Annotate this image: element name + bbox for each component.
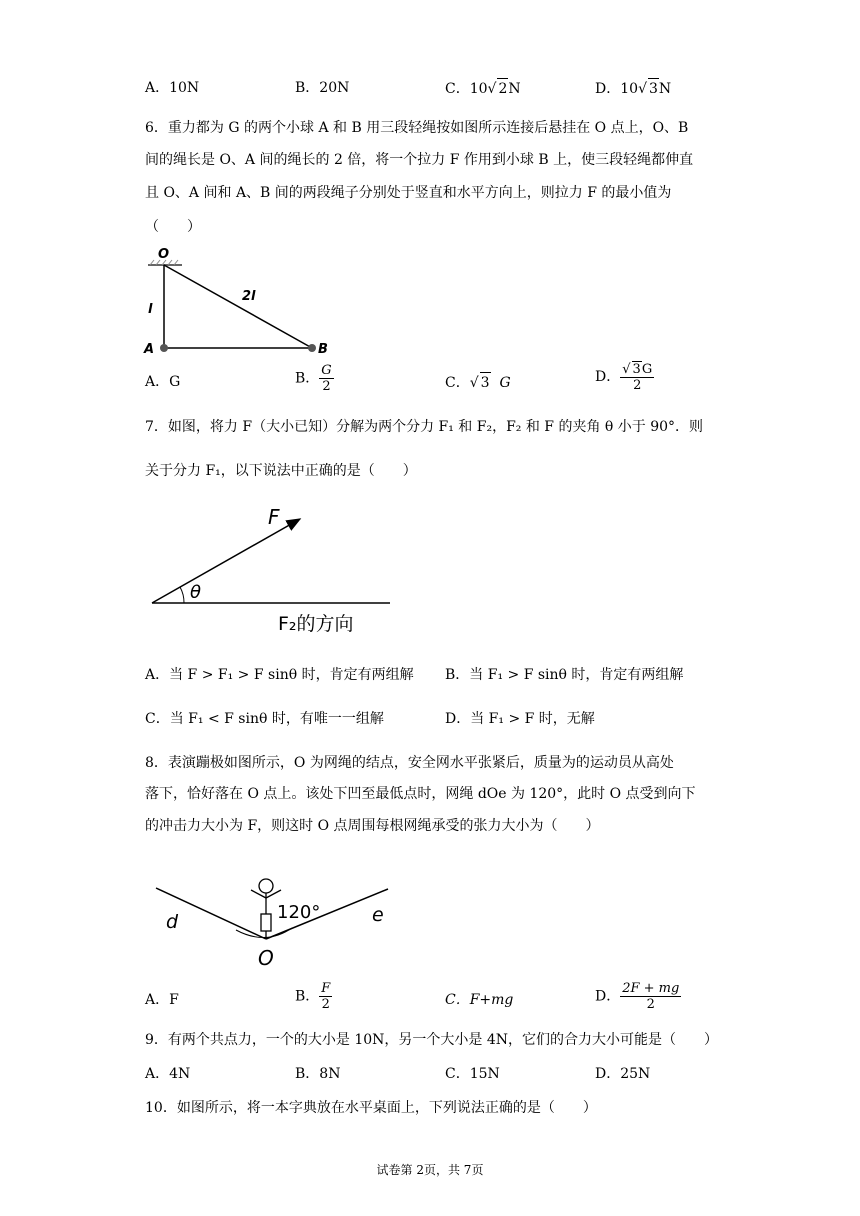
q8-option-b: B． $\frac{F}{2}$ (295, 981, 331, 1012)
q5-option-c: C．10√ 2N (445, 78, 521, 99)
q6-figure (140, 245, 340, 360)
q9-stem: 9．有两个共点力，一个的大小是 10N，另一个大小是 4N，它们的合力大小可能是（ ） (145, 1032, 719, 1048)
q8-option-c: C．F+mg (445, 992, 514, 1008)
q6-option-b: B． $\frac{G}{2}$ (295, 363, 332, 394)
q8-stem-line3: 的冲击力大小为 F，则这时 O 点周围每根网绳承受的张力大小为（ ） (145, 818, 600, 834)
label-o: O (258, 946, 274, 970)
label-theta: θ (190, 582, 202, 603)
label-a: A (144, 342, 155, 357)
q7-stem-line2: 关于分力 F₁，以下说法中正确的是（ ） (145, 463, 417, 479)
q7-option-a: A．当 F > F₁ > F sinθ 时，肯定有两组解 (145, 667, 414, 683)
label-e: e (372, 904, 384, 926)
q7-option-b: B．当 F₁ > F sinθ 时，肯定有两组解 (445, 667, 684, 683)
q7-stem-line1: 7．如图，将力 F（大小已知）分解为两个分力 F₁ 和 F₂，F₂ 和 F 的夹角 θ 小于 90°．则 (145, 419, 704, 435)
ball-a (160, 344, 168, 352)
page-footer: 试卷第 2页，共 7页 (376, 1163, 484, 1177)
q10-stem: 10．如图所示，将一本字典放在水平桌面上，下列说法正确的是（ ） (145, 1100, 597, 1116)
label-f2-direction: F₂的方向 (278, 613, 354, 635)
q9-option-b: B．8N (295, 1066, 341, 1082)
q5-option-d: D．10√ 3N (595, 78, 671, 99)
q6-option-a: A．G (145, 374, 181, 390)
q6-option-d: D． $\frac{√ 3G}{2}$ (595, 362, 653, 393)
q5-option-b: B．20N (295, 80, 350, 96)
q9-option-d: D．25N (595, 1066, 651, 1082)
label-o: O (158, 247, 170, 262)
q6-stem-line3: 且 O、A 间和 A、B 间的两段绳子分别处于竖直和水平方向上，则拉力 F 的最小值为 (145, 185, 672, 201)
label-d: d (166, 911, 179, 933)
q8-stem-line2: 落下，恰好落在 O 点上。该处下凹至最低点时，网绳 dOe 为 120°，此时 O 点受到向下 (145, 786, 696, 802)
q8-option-a: A．F (145, 992, 179, 1008)
label-120-degrees: 120° (277, 902, 321, 923)
label-l: l (148, 302, 153, 317)
q6-option-c: C．√ 3 G (445, 372, 511, 393)
q8-figure (150, 868, 400, 973)
label-2l: 2l (242, 289, 256, 304)
label-b: B (318, 342, 328, 357)
ball-b (308, 344, 316, 352)
q6-stem-line1: 6．重力都为 G 的两个小球 A 和 B 用三段轻绳按如图所示连接后悬挂在 O 点上，O、B (145, 120, 689, 136)
theta-arc (180, 587, 184, 603)
force-f-arrow (152, 519, 300, 603)
q9-option-c: C．15N (445, 1066, 500, 1082)
label-f: F (268, 505, 280, 529)
q6-stem-line2: 间的绳长是 O、A 间的绳长的 2 倍，将一个拉力 F 作用到小球 B 上，使三段轻绳都伸直 (145, 152, 694, 168)
rope-ob (164, 265, 312, 348)
q7-figure (140, 500, 400, 640)
q8-stem-line1: 8．表演蹦极如图所示，O 为网绳的结点，安全网水平张紧后，质量为的运动员从高处 (145, 755, 674, 771)
q8-option-d: D． $\frac{2F + mg}{2}$ (595, 981, 680, 1012)
q7-option-d: D．当 F₁ > F 时，无解 (445, 711, 595, 727)
q7-option-c: C．当 F₁ < F sinθ 时，有唯一一组解 (145, 711, 384, 727)
q9-option-a: A．4N (145, 1066, 191, 1082)
q6-stem-line4: （ ） (145, 219, 201, 235)
q5-option-a: A．10N (145, 80, 200, 96)
